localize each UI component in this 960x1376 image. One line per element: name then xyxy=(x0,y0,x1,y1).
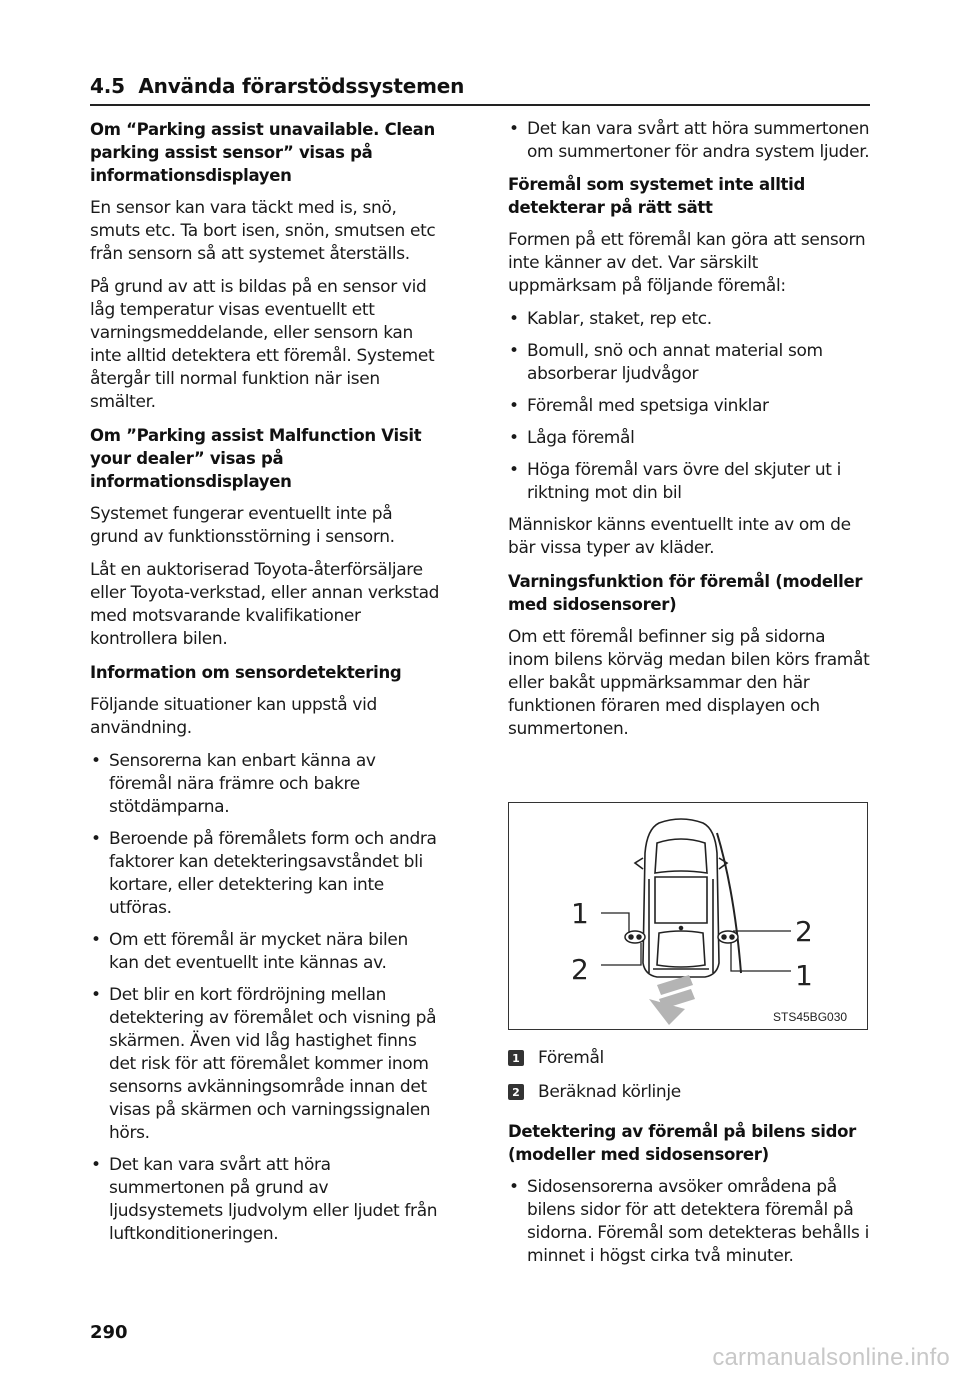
legend-item xyxy=(508,1080,870,1104)
figure-legend xyxy=(508,1046,870,1114)
legend-number: 2 xyxy=(508,1084,524,1100)
heading-warning-function: Varningsfunktion för föremål (modeller med sidosensorer) xyxy=(508,572,863,614)
list-item: • Om ett föremål är mycket nära bilen kan det eventuellt inte kännas av. xyxy=(91,930,408,973)
bullet-list xyxy=(90,750,440,1246)
list-item: • Det blir en kort fördröjning mellan detektering av föremålet och visning på skärmen. Även vid låg hastighet finns det risk för att föremålet kommer inom sensorns avkänningsområde innan det visas på skärmen och varningssignalen hörs. xyxy=(91,985,437,1143)
predicted-path-line xyxy=(717,833,741,973)
callout-number: 2 xyxy=(571,953,589,986)
sensor-icon xyxy=(625,931,645,943)
right-column xyxy=(508,118,870,751)
bullet-list xyxy=(508,308,870,505)
bullet-list xyxy=(508,1176,870,1268)
paragraph: Om ett föremål befinner sig på sidorna inom bilens körväg medan bilen körs framåt eller bakåt uppmärksammar den här funktionen föraren med displayen och summertonen. xyxy=(508,627,870,739)
sensor-icon xyxy=(718,931,738,943)
list-item: • Sidosensorerna avsöker områdena på bilens sidor för att detektera föremål på sidorna. Föremål som detekteras behålls i minnet i högst cirka två minuter. xyxy=(509,1177,869,1266)
car-top-view xyxy=(635,819,727,977)
legend-number: 1 xyxy=(508,1050,524,1066)
bullet-list xyxy=(508,118,870,164)
heading-objects-not-detected: Föremål som systemet inte alltid detekterar på rätt sätt xyxy=(508,175,806,217)
paragraph: Låt en auktoriserad Toyota-återförsäljare eller Toyota-verkstad, eller annan verkstad med motsvarande kvalifikationer kontrollera bilen. xyxy=(90,560,440,649)
list-item: • Föremål med spetsiga vinklar xyxy=(509,396,769,416)
list-item: • Det kan vara svårt att höra summertonen på grund av ljudsystemets ljudvolym eller ljudet från luftkonditioneringen. xyxy=(91,1155,438,1244)
reverse-direction-arrow xyxy=(649,975,695,1025)
side-sensor-illustration xyxy=(508,802,868,1030)
heading-parking-assist-unavailable: Om “Parking assist unavailable. Clean parking assist sensor” visas på informationsdisplayen xyxy=(90,120,435,185)
list-item: • Det kan vara svårt att höra summertonen om summertoner för andra system ljuder. xyxy=(509,119,870,162)
paragraph: Systemet fungerar eventuellt inte på grund av funktionsstörning i sensorn. xyxy=(90,504,395,547)
paragraph: Följande situationer kan uppstå vid användning. xyxy=(90,695,377,738)
callout-number: 1 xyxy=(795,959,813,992)
list-item: • Sensorerna kan enbart känna av föremål nära främre och bakre stötdämparna. xyxy=(91,751,376,817)
list-item: • Bomull, snö och annat material som absorberar ljudvågor xyxy=(509,341,823,384)
list-item: • Låga föremål xyxy=(509,428,635,448)
list-item: • Beroende på föremålets form och andra faktorer kan detekteringsavståndet bli kortare, eller detektering kan inte utföras. xyxy=(91,829,437,918)
paragraph: Formen på ett föremål kan göra att sensorn inte känner av det. Var särskilt uppmärksam på följande föremål: xyxy=(508,230,866,296)
section-number: 4.5 xyxy=(90,74,125,98)
figure-code: STS45BG030 xyxy=(773,1010,848,1024)
section-title xyxy=(90,74,870,98)
legend-text: Föremål xyxy=(538,1048,604,1068)
right-column-bottom xyxy=(508,1120,870,1277)
list-item: • Kablar, staket, rep etc. xyxy=(509,309,712,329)
page-header xyxy=(90,74,870,106)
callout-number: 2 xyxy=(795,915,813,948)
page-number: 290 xyxy=(90,1322,128,1343)
section-name: Använda förarstödssystemen xyxy=(138,74,465,98)
watermark: carmanualsonline.info xyxy=(712,1344,950,1371)
heading-sensor-detection: Information om sensordetektering xyxy=(90,663,402,682)
paragraph: Människor känns eventuellt inte av om de bär vissa typer av kläder. xyxy=(508,515,851,558)
legend-item xyxy=(508,1046,870,1070)
list-item: • Höga föremål vars övre del skjuter ut i riktning mot din bil xyxy=(509,460,842,503)
left-column xyxy=(90,118,440,1255)
legend-text: Beräknad körlinje xyxy=(538,1082,681,1102)
callout-number: 1 xyxy=(571,897,589,930)
heading-side-detection: Detektering av föremål på bilens sidor (modeller med sidosensorer) xyxy=(508,1122,856,1164)
heading-parking-assist-malfunction: Om ”Parking assist Malfunction Visit your dealer” visas på informationsdisplayen xyxy=(90,426,422,491)
paragraph: På grund av att is bildas på en sensor vid låg temperatur visas eventuellt ett varningsmeddelande, eller sensorn kan inte alltid detektera ett föremål. Systemet återgår till normal funktion när isen smälter. xyxy=(90,277,435,412)
paragraph: En sensor kan vara täckt med is, snö, smuts etc. Ta bort isen, snön, smutsen etc från sensorn så att systemet återställs. xyxy=(90,198,436,264)
header-rule xyxy=(90,104,870,106)
